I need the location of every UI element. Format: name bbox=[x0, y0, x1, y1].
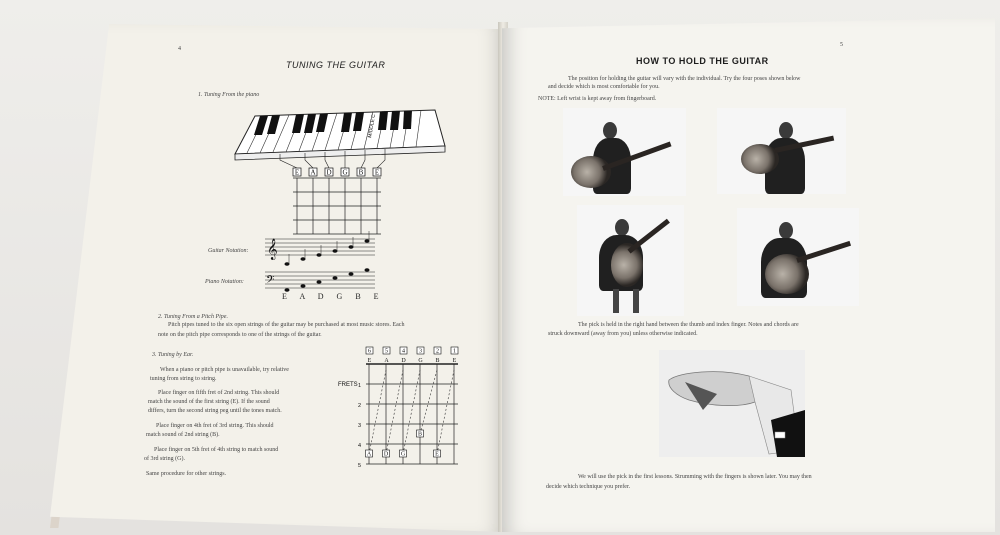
fret-top-number-4: 3 bbox=[419, 348, 422, 355]
fret-string-letter-2: A bbox=[384, 358, 389, 364]
string-letter-6: E bbox=[374, 168, 380, 177]
pose-photo-4 bbox=[737, 208, 859, 306]
string-letter-2: A bbox=[310, 168, 316, 177]
footer-line-2: decide which technique you prefer. bbox=[546, 484, 631, 490]
fret-box-5: E bbox=[435, 451, 439, 458]
fretboard-grid bbox=[293, 178, 381, 234]
pose-photo-1 bbox=[563, 108, 686, 196]
guitar-notation-label: Guitar Notation: bbox=[208, 248, 249, 254]
fret-box-2: D bbox=[383, 451, 389, 458]
intro-line-1: The position for holding the guitar will vary with the individual. Try the four poses shown below bbox=[568, 76, 801, 82]
fret-top-number-2: 5 bbox=[385, 348, 388, 355]
fret-box-3: G bbox=[400, 451, 406, 458]
svg-text:𝄞: 𝄞 bbox=[267, 239, 278, 259]
section3-label: 3. Tuning by Ear. bbox=[152, 352, 194, 358]
piano-notation-label: Piano Notation: bbox=[205, 279, 244, 285]
section2-label: 2. Tuning From a Pitch Pipe. bbox=[158, 314, 228, 320]
fret-number-2: 2 bbox=[358, 403, 362, 409]
guitar-notation-staff bbox=[265, 231, 375, 266]
section3-line-1: When a piano or pitch pipe is unavailable, try relative bbox=[160, 367, 289, 373]
fret-string-letter-1: E bbox=[367, 358, 372, 364]
fret-string-letter-3: D bbox=[401, 358, 406, 364]
string-letter-5: B bbox=[358, 168, 364, 177]
section3-line-7: match sound of 2nd string (B). bbox=[146, 432, 220, 438]
right-page-number: 5 bbox=[840, 42, 843, 48]
pick-line-2: struck downward (away from you) unless otherwise indicated. bbox=[548, 331, 698, 337]
fret-string-letter-6: E bbox=[452, 358, 457, 364]
fret-number-1: 1 bbox=[358, 383, 362, 389]
fret-top-number-1: 6 bbox=[368, 348, 371, 355]
intro-line-2: and decide which is most comfortable for you. bbox=[548, 84, 660, 90]
fret-top-number-3: 4 bbox=[402, 348, 405, 355]
middle-c-label: MIDDLE C bbox=[367, 113, 378, 139]
pick-line-1: The pick is held in the right hand between the thumb and index finger. Notes and chords are bbox=[578, 322, 799, 328]
section3-line-9: of 3rd string (G). bbox=[144, 456, 185, 462]
fret-number-4: 4 bbox=[358, 443, 362, 449]
svg-text:𝄢: 𝄢 bbox=[266, 273, 275, 288]
tuning-diagram bbox=[225, 108, 455, 308]
section1-label: 1. Tuning From the piano bbox=[198, 92, 260, 98]
section3-line-2: tuning from string to string. bbox=[150, 376, 217, 382]
fret-string-letter-4: G bbox=[418, 358, 423, 364]
piano-keyboard-illustration bbox=[235, 110, 445, 160]
fret-number-5: 5 bbox=[358, 463, 362, 469]
section3-line-4: match the sound of the first string (E). If the sound bbox=[148, 399, 270, 405]
footer-line-1: We will use the pick in the first lessons. Strumming with the fingers is shown later. You may then bbox=[578, 474, 812, 480]
fret-top-number-6: 1 bbox=[453, 348, 456, 355]
pose-photo-2 bbox=[717, 108, 846, 194]
section3-line-3: Place finger on fifth fret of 2nd string. This should bbox=[158, 390, 280, 396]
right-page-title: HOW TO HOLD THE GUITAR bbox=[636, 56, 769, 66]
pick-hand-photo bbox=[659, 350, 805, 457]
fret-string-letter-5: B bbox=[435, 358, 440, 364]
fret-box-1: A bbox=[366, 451, 372, 458]
fret-top-number-5: 2 bbox=[436, 348, 439, 355]
section3-line-10: Same procedure for other strings. bbox=[146, 471, 227, 477]
note-text: NOTE: Left wrist is kept away from fingerboard. bbox=[538, 96, 657, 102]
section3-line-6: Place finger on 4th fret of 3rd string. This should bbox=[156, 423, 274, 429]
string-letter-4: G bbox=[342, 168, 348, 177]
note-names: E A D G B E bbox=[282, 292, 382, 301]
section3-line-5: differs, turn the second string peg until the tones match. bbox=[148, 408, 282, 414]
fret-box-4: B bbox=[417, 431, 423, 438]
fret-diagram bbox=[336, 342, 476, 472]
section2-text-1: Pitch pipes tuned to the six open strings of the guitar may be purchased at most music stores. Each bbox=[168, 322, 405, 328]
piano-notation-staff bbox=[265, 268, 375, 292]
string-letter-boxes bbox=[293, 168, 381, 177]
left-page-number: 4 bbox=[178, 46, 181, 52]
section3-line-8: Place finger on 5th fret of 4th string to match sound bbox=[154, 447, 279, 453]
pick-hand-illustration bbox=[659, 350, 805, 457]
string-letter-1: E bbox=[294, 168, 300, 177]
string-letter-3: D bbox=[326, 168, 332, 177]
fret-number-3: 3 bbox=[358, 423, 362, 429]
section2-text-2: note on the pitch pipe corresponds to one of the strings of the guitar. bbox=[158, 332, 322, 338]
frets-label: FRETS bbox=[338, 382, 358, 388]
pose-photo-3 bbox=[577, 205, 684, 316]
left-page-title: TUNING THE GUITAR bbox=[286, 60, 386, 70]
